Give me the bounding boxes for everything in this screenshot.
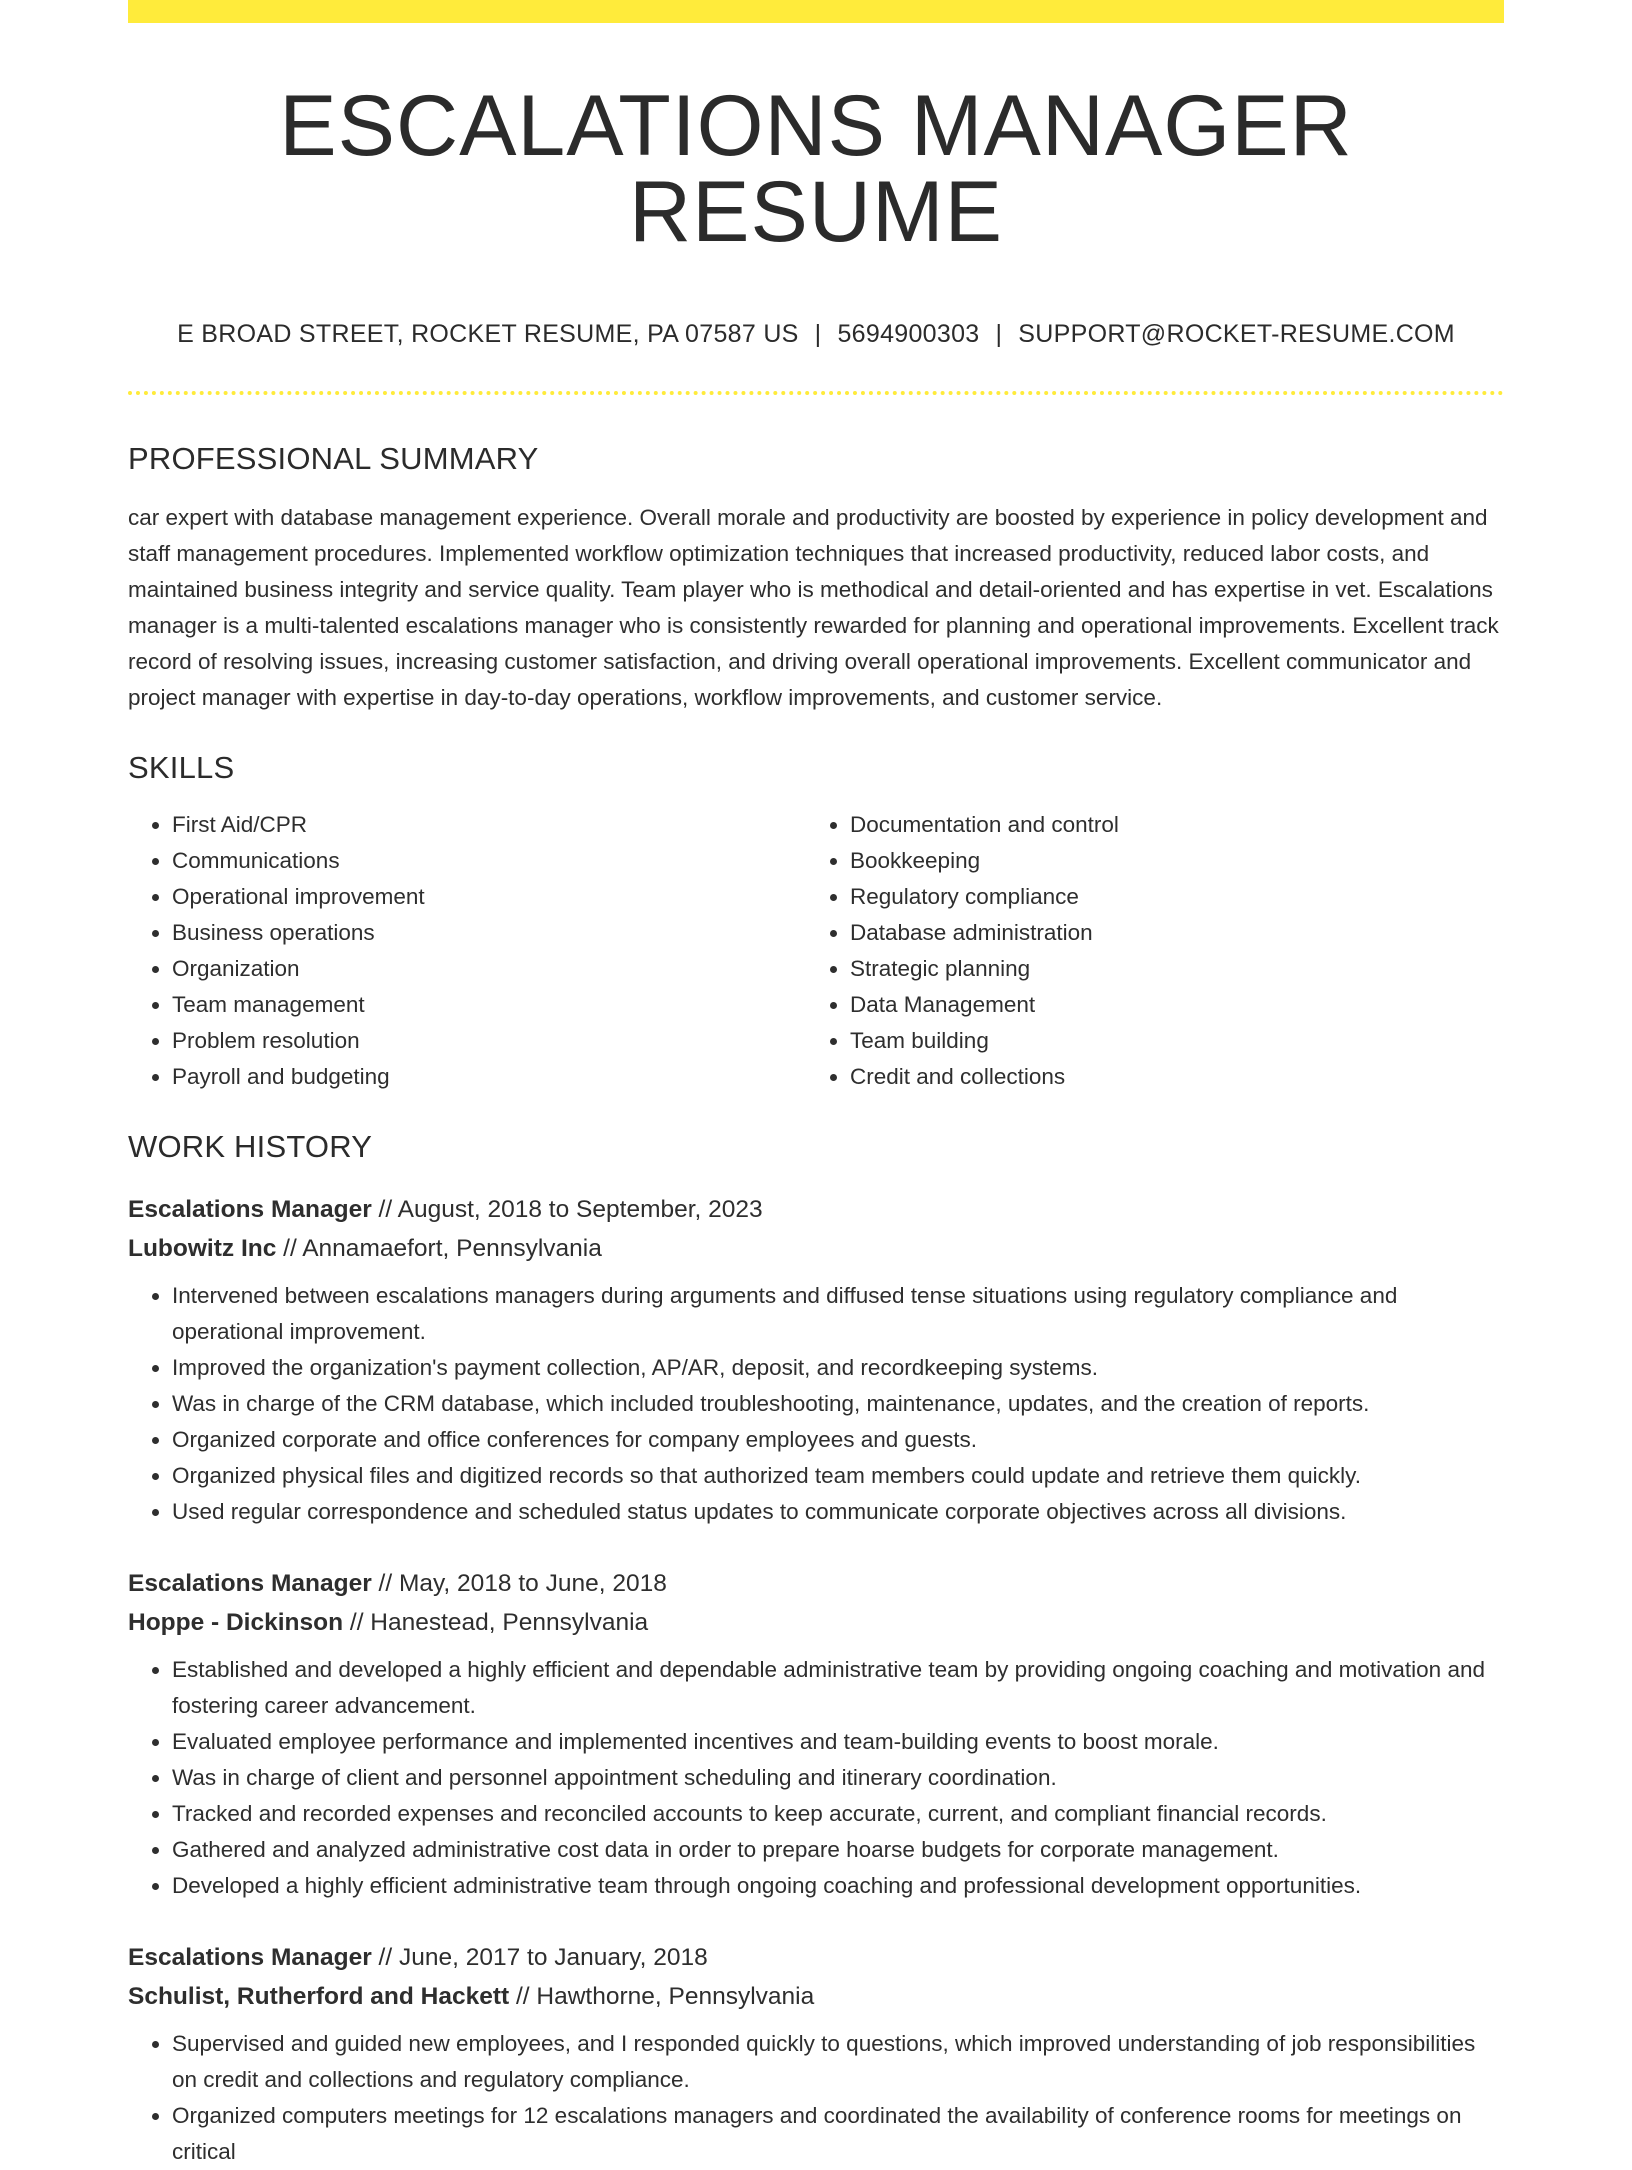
work-history-heading: WORK HISTORY xyxy=(128,1129,373,1164)
contact-separator: | xyxy=(814,320,822,348)
job-location: // Hanestead, Pennsylvania xyxy=(343,1609,649,1636)
job-title-line xyxy=(128,1938,1504,1977)
skill-item: • Credit and collections xyxy=(850,1059,1484,1095)
job-entry xyxy=(128,1190,1504,1530)
dotted-divider xyxy=(128,391,1504,395)
summary-heading: PROFESSIONAL SUMMARY xyxy=(128,441,539,476)
job-dates: // August, 2018 to September, 2023 xyxy=(371,1196,763,1223)
job-company: Schulist, Rutherford and Hackett xyxy=(128,1983,510,2010)
contact-separator: | xyxy=(995,320,1003,348)
job-bullet: • Developed a highly efficient administrative team through ongoing coaching and professional development opportunities. xyxy=(172,1868,1504,1904)
job-bullet: • Used regular correspondence and scheduled status updates to communicate corporate objectives across all divisions. xyxy=(172,1494,1504,1530)
skill-item: • Regulatory compliance xyxy=(850,879,1484,915)
skill-item: • Communications xyxy=(172,843,806,879)
job-bullet: • Organized computers meetings for 12 escalations managers and coordinated the availability of conference rooms for meetings on critical xyxy=(172,2098,1504,2170)
skill-item: • Data Management xyxy=(850,987,1484,1023)
job-bullet: • Intervened between escalations managers during arguments and diffused tense situations using regulatory compliance and operational improvement. xyxy=(172,1278,1504,1350)
job-company-line xyxy=(128,1229,1504,1268)
job-bullet: • Gathered and analyzed administrative cost data in order to prepare hoarse budgets for corporate management. xyxy=(172,1832,1504,1868)
job-location: // Annamaefort, Pennsylvania xyxy=(276,1235,602,1262)
job-bullet: • Was in charge of client and personnel appointment scheduling and itinerary coordination. xyxy=(172,1760,1504,1796)
job-bullet: • Organized physical files and digitized records so that authorized team members could update and retrieve them quickly. xyxy=(172,1458,1504,1494)
job-title-line xyxy=(128,1564,1504,1603)
job-title-line xyxy=(128,1190,1504,1229)
job-company: Lubowitz Inc xyxy=(128,1235,277,1262)
job-entry xyxy=(128,1938,1504,2170)
job-bullets xyxy=(128,2026,1504,2170)
job-company: Hoppe - Dickinson xyxy=(128,1609,344,1636)
job-bullet: • Organized corporate and office conferences for company employees and guests. xyxy=(172,1422,1504,1458)
skills-list xyxy=(128,807,1504,1095)
resume-title: ESCALATIONS MANAGER RESUME xyxy=(279,78,1353,260)
job-location: // Hawthorne, Pennsylvania xyxy=(509,1983,815,2010)
accent-top-bar xyxy=(128,0,1504,23)
job-bullet: • Established and developed a highly efficient and dependable administrative team by providing ongoing coaching and motivation and fostering career advancement. xyxy=(172,1652,1504,1724)
skill-item: • Team building xyxy=(850,1023,1484,1059)
skills-heading: SKILLS xyxy=(128,750,235,785)
job-entry xyxy=(128,1564,1504,1904)
contact-line xyxy=(128,322,1504,347)
job-bullet: • Supervised and guided new employees, and I responded quickly to questions, which improved understanding of job responsibilities on credit and collections and regulatory compliance. xyxy=(172,2026,1504,2098)
skill-item: • First Aid/CPR xyxy=(172,807,806,843)
skill-item: • Problem resolution xyxy=(172,1023,806,1059)
job-dates: // June, 2017 to January, 2018 xyxy=(371,1944,708,1971)
resume-page xyxy=(128,0,1504,2170)
skill-item: • Payroll and budgeting xyxy=(172,1059,806,1095)
job-title: Escalations Manager xyxy=(128,1196,372,1223)
job-bullets xyxy=(128,1652,1504,1904)
contact-address: E BROAD STREET, ROCKET RESUME, PA 07587 US xyxy=(177,320,799,348)
job-title: Escalations Manager xyxy=(128,1944,372,1971)
contact-email[interactable]: SUPPORT@ROCKET-RESUME.COM xyxy=(1018,320,1455,348)
job-bullet: • Tracked and recorded expenses and reconciled accounts to keep accurate, current, and compliant financial records. xyxy=(172,1796,1504,1832)
skill-item: • Operational improvement xyxy=(172,879,806,915)
skill-item: • Business operations xyxy=(172,915,806,951)
skill-item: • Database administration xyxy=(850,915,1484,951)
job-company-line xyxy=(128,1603,1504,1642)
job-bullet: • Evaluated employee performance and implemented incentives and team-building events to boost morale. xyxy=(172,1724,1504,1760)
job-title: Escalations Manager xyxy=(128,1570,372,1597)
skill-item: • Documentation and control xyxy=(850,807,1484,843)
skill-item: • Team management xyxy=(172,987,806,1023)
skills-column-left xyxy=(128,807,806,1095)
job-bullet: • Improved the organization's payment collection, AP/AR, deposit, and recordkeeping systems. xyxy=(172,1350,1504,1386)
contact-phone[interactable]: 5694900303 xyxy=(837,320,980,348)
skills-column-right xyxy=(806,807,1484,1095)
summary-text: car expert with database management experience. Overall morale and productivity are boosted by experience in policy development and staff management procedures. Implemented workflow optimization techniques that increased productivity, reduced labor costs, and maintained business integrity and service quality. Team player who is methodical and detail-oriented and has expertise in vet. Escalations manager is a multi-talented escalations manager who is consistently rewarded for planning and operational improvements. Excellent track record of resolving issues, increasing customer satisfaction, and driving overall operational improvements. Excellent communicator and project manager with expertise in day-to-day operations, workflow improvements, and customer service. xyxy=(128,505,1499,710)
job-bullets xyxy=(128,1278,1504,1530)
job-dates: // May, 2018 to June, 2018 xyxy=(371,1570,667,1597)
job-bullet: • Was in charge of the CRM database, which included troubleshooting, maintenance, updates, and the creation of reports. xyxy=(172,1386,1504,1422)
skill-item: • Bookkeeping xyxy=(850,843,1484,879)
skill-item: • Organization xyxy=(172,951,806,987)
job-company-line xyxy=(128,1977,1504,2016)
skill-item: • Strategic planning xyxy=(850,951,1484,987)
